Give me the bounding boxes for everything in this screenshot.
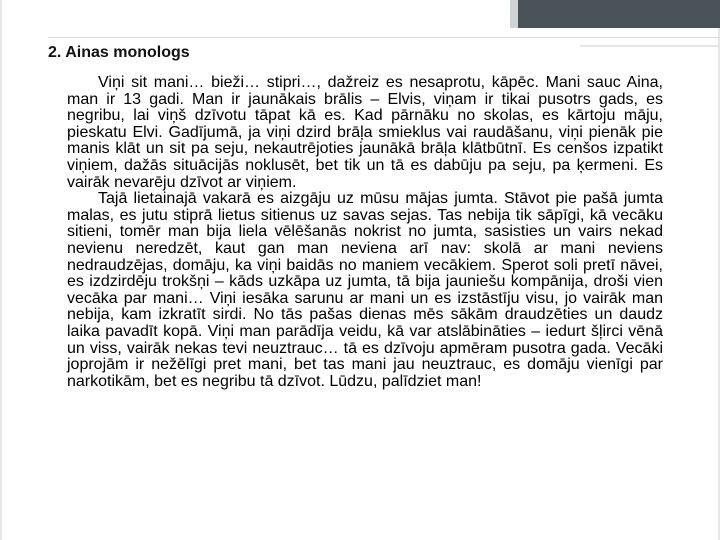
slide-left-edge: [0, 0, 2, 540]
monologue-paragraph-1: Viņi sit mani… bieži… stipri…, dažreiz es nesaprotu, kāpēc. Mani sauc Aina, man ir 13 gadi. Man ir jaunākais brālis – Elvis, viņam ir tikai pusotrs gads, es negribu, lai viņš dzīvotu tāpat kā es. Kad pārnāku no skolas, es kārtoju māju, pieskatu Elvi. Gadījumā, ja viņi dzird brāļa smieklus vai raudāšanu, viņi pienāk pie manis klāt un sit pa seju, nekautrējoties jaunākā brāļa klātbūtnī. Es cenšos izpatikt viņiem, dažās situācijās noklusēt, bet tik un tā es dabūju pa seju, pa ķermeni. Es vairāk nevarēju dzīvot ar viņiem.: [67, 74, 663, 191]
title-divider-line: [48, 37, 720, 38]
slide-title: 2. Ainas monologs: [48, 44, 190, 61]
slide-body: [67, 75, 663, 390]
title-accent-line: [580, 45, 720, 47]
header-accent-stripe: [510, 0, 518, 28]
monologue-paragraph-2: Tajā lietainajā vakarā es aizgāju uz mūsu mājas jumta. Stāvot pie pašā jumta malas, es jutu stiprā lietus sitienus uz savas sejas. Tas nebija tik sāpīgi, kā vecāku sitieni, tomēr man bija liela vēlēšanās nokrist no jumta, sasisties un vairs nekad nevienu neredzēt, kaut gan man neviena arī nav: skolā ar mani neviens nedraudzējas, domāju, ka viņi baidās no maniem vecākiem. Sperot soli pretī nāvei, es izdzirdēju trokšņi – kāds uzkāpa uz jumta, tā bija jauniešu kompānija, droši vien vecāka par mani… Viņi iesāka sarunu ar mani un es izstāstīju visu, jo vairāk man nebija, kam izkratīt sirdi. No tās pašas dienas mēs sākām draudzēties un daudz laika pavadīt kopā. Viņi man parādīja veidu, kā var atslābināties – iedurt šļirci vēnā un viss, vairāk nekas tevi neuztrauc… tā es dzīvoju apmēram pusotra gada. Vecāki joprojām ir nežēlīgi pret mani, bet tas mani jau neuztrauc, es domāju vienīgi par narkotikām, bet es negribu tā dzīvot. Lūdzu, palīdziet man!: [67, 190, 663, 390]
header-accent-band: [518, 0, 720, 28]
